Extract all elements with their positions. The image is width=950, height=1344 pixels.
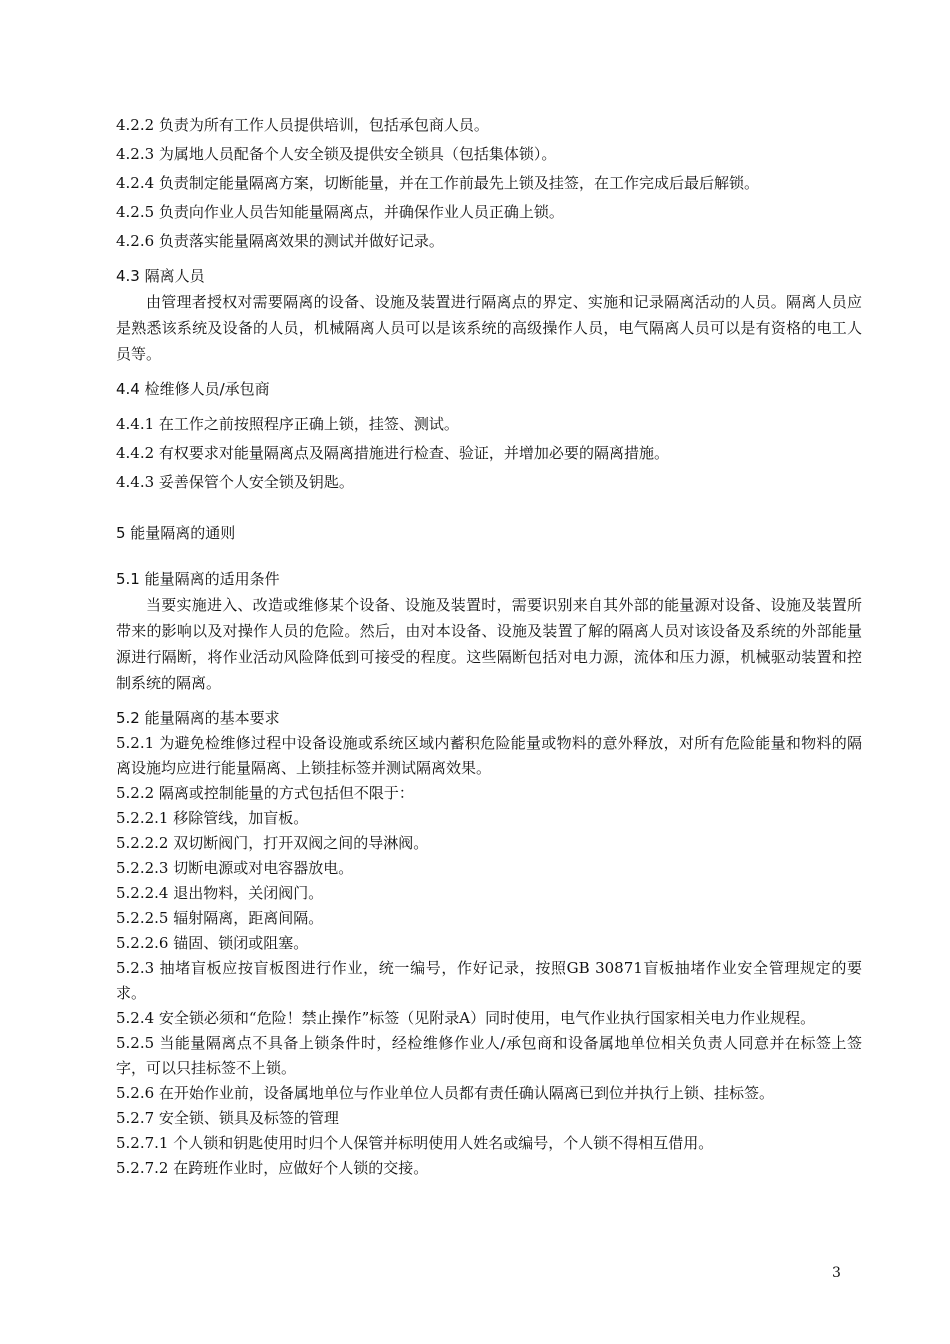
item-4-2-4: 4.2.4 负责制定能量隔离方案，切断能量，并在工作前最先上锁及挂签，在工作完成后最后解锁。 [116, 174, 759, 192]
item-5-2-2-3: 5.2.2.3 切断电源或对电容器放电。 [116, 859, 354, 877]
item-5-2-2-5: 5.2.2.5 辐射隔离，距离间隔。 [116, 909, 324, 927]
page-number: 3 [832, 1265, 841, 1281]
paragraph-4-3: 由管理者授权对需要隔离的设备、设施及装置进行隔离点的界定、实施和记录隔离活动的人员。隔离人员应是熟悉该系统及设备的人员，机械隔离人员可以是该系统的高级操作人员，电气隔离人员可以是有资格的电工人员等。 [116, 293, 862, 363]
item-5-2-7-1: 5.2.7.1 个人锁和钥匙使用时归个人保管并标明使用人姓名或编号，个人锁不得相互借用。 [116, 1134, 714, 1152]
heading-5-1: 5.1 能量隔离的适用条件 [116, 570, 280, 588]
item-4-4-1: 4.4.1 在工作之前按照程序正确上锁，挂签、测试。 [116, 415, 459, 433]
item-5-2-4: 5.2.4 安全锁必须和“危险！禁止操作”标签（见附录A）同时使用，电气作业执行国家相关电力作业规程。 [116, 1009, 816, 1027]
item-4-2-6: 4.2.6 负责落实能量隔离效果的测试并做好记录。 [116, 232, 444, 250]
item-5-2-5: 5.2.5 当能量隔离点不具备上锁条件时，经检维修作业人/承包商和设备属地单位相关负责人同意并在标签上签字，可以只挂标签不上锁。 [116, 1034, 862, 1077]
item-4-4-2: 4.4.2 有权要求对能量隔离点及隔离措施进行检查、验证，并增加必要的隔离措施。 [116, 444, 669, 462]
heading-4-4: 4.4 检维修人员/承包商 [116, 380, 270, 398]
item-5-2-7-2: 5.2.7.2 在跨班作业时，应做好个人锁的交接。 [116, 1159, 429, 1177]
item-5-2-2-6: 5.2.2.6 锚固、锁闭或阻塞。 [116, 934, 309, 952]
item-5-2-3: 5.2.3 抽堵盲板应按盲板图进行作业，统一编号，作好记录，按照GB 30871盲板抽堵作业安全管理规定的要求。 [116, 959, 862, 1002]
paragraph-5-1: 当要实施进入、改造或维修某个设备、设施及装置时，需要识别来自其外部的能量源对设备、设施及装置所带来的影响以及对操作人员的危险。然后，由对本设备、设施及装置了解的隔离人员对该设备及系统的外部能量源进行隔断，将作业活动风险降低到可接受的程度。这些隔断包括对电力源，流体和压力源，机械驱动装置和控制系统的隔离。 [116, 596, 862, 692]
item-5-2-2: 5.2.2 隔离或控制能量的方式包括但不限于： [116, 784, 414, 802]
heading-5: 5 能量隔离的通则 [116, 524, 236, 542]
item-5-2-2-4: 5.2.2.4 退出物料，关闭阀门。 [116, 884, 324, 902]
heading-4-3: 4.3 隔离人员 [116, 267, 205, 285]
item-5-2-2-1: 5.2.2.1 移除管线，加盲板。 [116, 809, 309, 827]
item-5-2-6: 5.2.6 在开始作业前，设备属地单位与作业单位人员都有责任确认隔离已到位并执行上锁、挂标签。 [116, 1084, 774, 1102]
heading-5-2: 5.2 能量隔离的基本要求 [116, 709, 280, 727]
item-5-2-7: 5.2.7 安全锁、锁具及标签的管理 [116, 1109, 339, 1127]
item-4-2-3: 4.2.3 为属地人员配备个人安全锁及提供安全锁具（包括集体锁）。 [116, 145, 557, 163]
item-5-2-2-2: 5.2.2.2 双切断阀门，打开双阀之间的导淋阀。 [116, 834, 429, 852]
item-4-4-3: 4.4.3 妥善保管个人安全锁及钥匙。 [116, 473, 354, 491]
item-5-2-1: 5.2.1 为避免检维修过程中设备设施或系统区域内蓄积危险能量或物料的意外释放，对所有危险能量和物料的隔离设施均应进行能量隔离、上锁挂标签并测试隔离效果。 [116, 734, 862, 777]
page-content [116, 113, 862, 1181]
item-4-2-2: 4.2.2 负责为所有工作人员提供培训，包括承包商人员。 [116, 116, 489, 134]
item-4-2-5: 4.2.5 负责向作业人员告知能量隔离点，并确保作业人员正确上锁。 [116, 203, 564, 221]
